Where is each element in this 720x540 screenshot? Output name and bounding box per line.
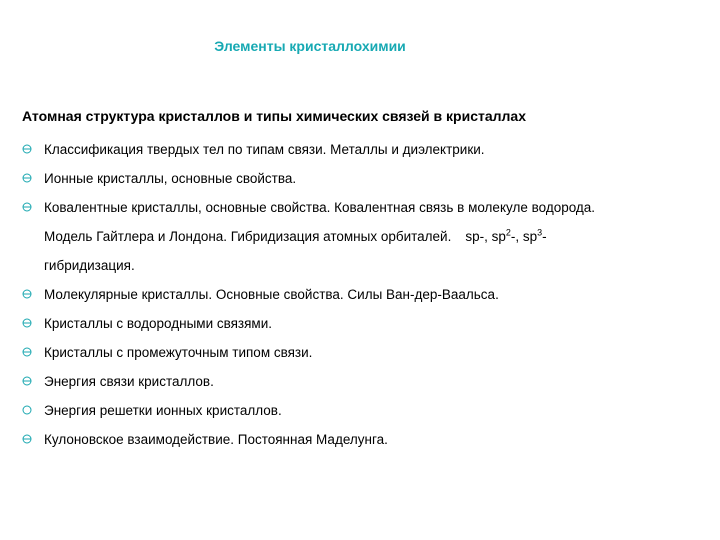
list-item-text: Энергия решетки ионных кристаллов.	[44, 403, 282, 418]
circle-bar-icon	[22, 347, 32, 357]
circle-bar-icon	[22, 434, 32, 444]
circle-bar-icon	[22, 173, 32, 183]
list-item	[22, 338, 712, 367]
list-item	[22, 135, 712, 164]
list-item-text: Кулоновское взаимодействие. Постоянная Маделунга.	[44, 432, 388, 447]
list-item	[22, 396, 712, 425]
list-item-text: Кристаллы с промежуточным типом связи.	[44, 345, 313, 360]
circle-bar-icon	[22, 376, 32, 386]
list-item	[22, 280, 712, 309]
circle-bar-icon	[22, 318, 32, 328]
section-heading: Атомная структура кристаллов и типы химических связей в кристаллах	[22, 108, 527, 124]
list-item	[22, 367, 712, 396]
list-item-line: гибридизация.	[44, 258, 135, 273]
list-item-line: Ковалентные кристаллы, основные свойства. Ковалентная связь в молекуле водорода.	[44, 200, 596, 215]
list-item-text: Классификация твердых тел по типам связи. Металлы и диэлектрики.	[44, 142, 485, 157]
list-item	[22, 193, 712, 280]
list-item	[22, 164, 712, 193]
list-item	[22, 309, 712, 338]
page-title: Элементы кристаллохимии	[214, 38, 406, 54]
list-item-line: Модель Гайтлера и Лондона. Гибридизация атомных орбиталей. sp-, $sp^2-$, $sp^3-$	[44, 227, 547, 244]
circle-bar-icon	[22, 289, 32, 299]
list-item-text: Молекулярные кристаллы. Основные свойства. Силы Ван-дер-Ваальса.	[44, 287, 499, 302]
list-item	[22, 425, 712, 454]
list-item-text: Кристаллы с водородными связями.	[44, 316, 273, 331]
circle-bar-icon	[22, 202, 32, 212]
list-item-text: Энергия связи кристаллов.	[44, 374, 214, 389]
list-item-text: Ионные кристаллы, основные свойства.	[44, 171, 297, 186]
topic-list	[22, 135, 712, 454]
circle-icon	[22, 405, 32, 415]
circle-bar-icon	[22, 144, 32, 154]
